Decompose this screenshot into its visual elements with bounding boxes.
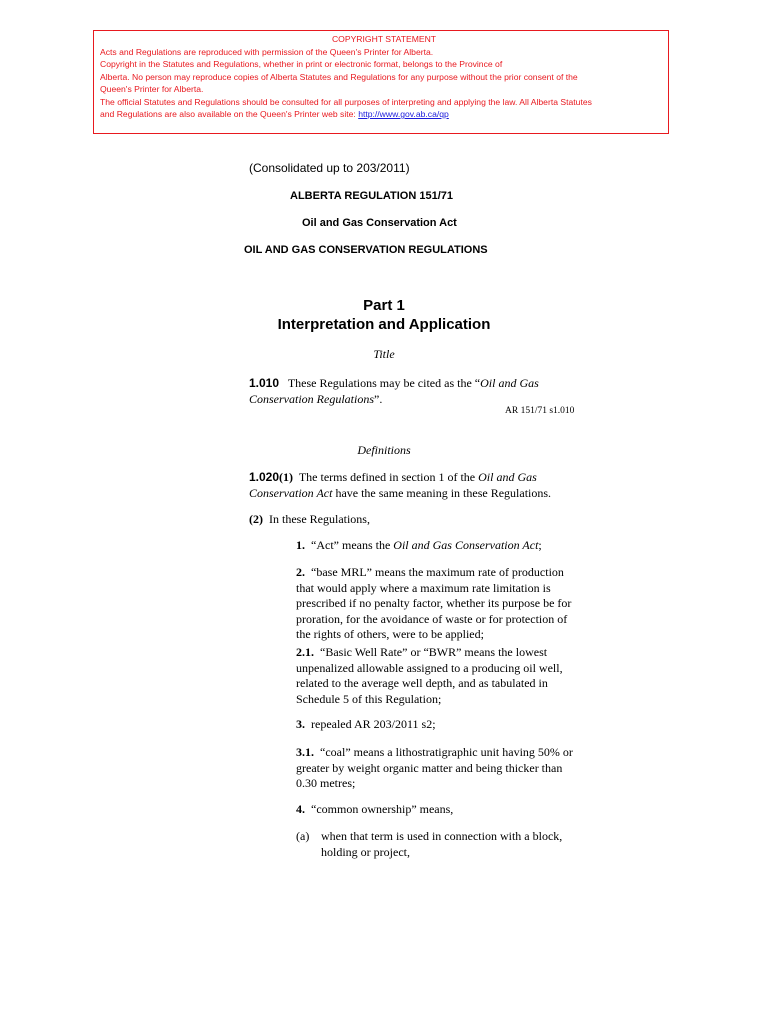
copyright-line-6 — [100, 108, 668, 121]
definition-4: 4. “common ownership” means, — [296, 802, 454, 816]
copyright-line-4: Queen's Printer for Alberta. — [100, 84, 204, 94]
definition-3: 3. repealed AR 203/2011 s2; — [296, 717, 436, 731]
definition-1: 1. “Act” means the Oil and Gas Conservation Act; — [296, 538, 542, 552]
queens-printer-link[interactable]: http://www.gov.ab.ca/qp — [358, 109, 449, 119]
section-number: 1.010 — [249, 376, 280, 390]
title-section-heading: Title — [373, 347, 395, 361]
copyright-line-5: The official Statutes and Regulations should be consulted for all purposes of interpreting and applying the law. All Alberta Statutes — [100, 96, 592, 107]
regulations-title: OIL AND GAS CONSERVATION REGULATIONS — [244, 244, 488, 256]
section-1-020-1: 1.020(1) The terms defined in section 1 of the Oil and Gas Conservation Act have the same meaning in these Regulations. — [249, 470, 552, 500]
regulation-number: ALBERTA REGULATION 151/71 — [290, 190, 453, 202]
definition-3-1: 3.1. “coal” means a lithostratigraphic unit having 50% or greater by weight organic matter and being thicker than 0.30 metres; — [296, 745, 573, 790]
copyright-title: COPYRIGHT STATEMENT — [331, 34, 437, 44]
section-1-010: 1.010 These Regulations may be cited as the “Oil and Gas Conservation Regulations”. — [249, 376, 539, 406]
copyright-line-2: Copyright in the Statutes and Regulations, whether in print or electronic format, belongs to the Province of — [100, 59, 503, 69]
copyright-statement-box — [93, 30, 669, 134]
citation-1-010: AR 151/71 s1.010 — [505, 406, 575, 416]
definition-2: 2. “base MRL” means the maximum rate of production that would apply where a maximum rate limitation is prescribed if no penalty factor, whether its purpose be for proration, for the avoidance of waste or for protection of the rights of others, were to be applied; — [296, 565, 572, 641]
subsection-2: (2) In these Regulations, — [249, 512, 370, 526]
consolidated-note: (Consolidated up to 203/2011) — [249, 161, 410, 175]
part-heading — [200, 296, 568, 334]
definition-2-1: 2.1. “Basic Well Rate” or “BWR” means the lowest unpenalized allowable assigned to a producing oil well, related to the average well depth, and as tabulated in Schedule 5 of this Regulation; — [296, 645, 563, 706]
part-title: Interpretation and Application — [277, 316, 491, 333]
copyright-line-1: Acts and Regulations are reproduced with permission of the Queen's Printer for Alberta. — [100, 46, 434, 57]
definition-4-a: (a) when that term is used in connection with a block, holding or project, — [296, 829, 563, 859]
copyright-line-3: Alberta. No person may reproduce copies of Alberta Statutes and Regulations for any purpose without the prior consent of the — [100, 71, 578, 82]
part-number: Part 1 — [363, 297, 405, 314]
copyright-line-6-text: and Regulations are also available on the Queen's Printer web site: — [100, 109, 359, 119]
definitions-heading: Definitions — [357, 443, 411, 457]
act-name: Oil and Gas Conservation Act — [302, 217, 457, 229]
